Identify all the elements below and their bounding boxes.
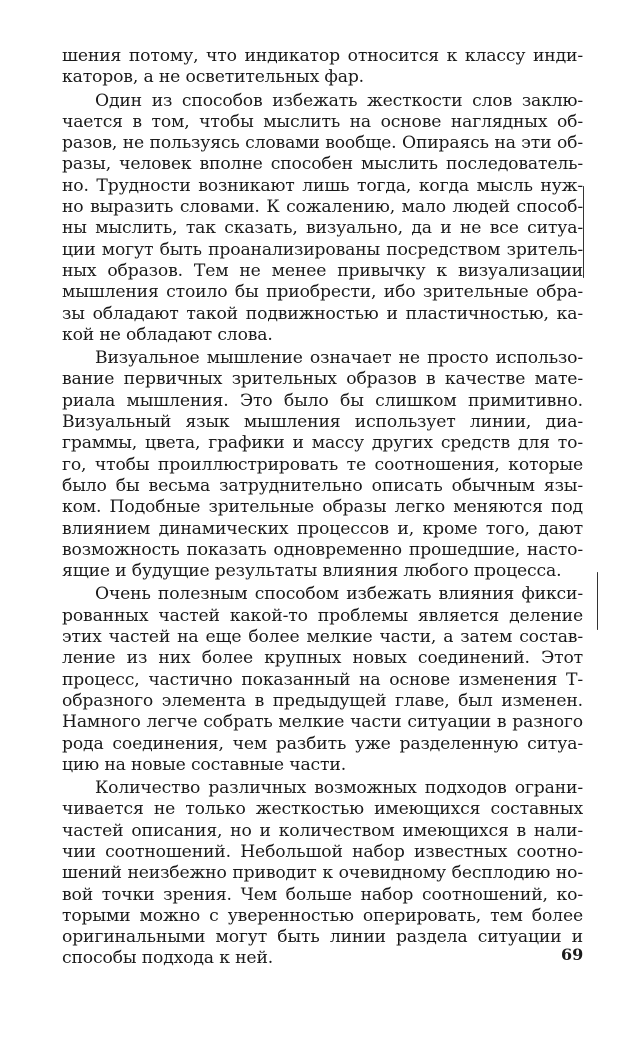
text-line: ление из них более крупных новых соединений. Этот bbox=[62, 648, 583, 669]
text-line: чается в том, чтобы мыслить на основе наглядных об- bbox=[62, 111, 583, 132]
text-line: оригинальными могут быть линии раздела ситуации и bbox=[62, 927, 583, 948]
text-line: Намного легче собрать мелкие части ситуации в разного bbox=[62, 712, 583, 733]
text-line: мышления стоило бы приобрести, ибо зрительные обра- bbox=[62, 282, 583, 303]
text-line: Очень полезным способом избежать влияния фикси- bbox=[95, 584, 583, 605]
text-line: ции могут быть проанализированы посредством зритель- bbox=[62, 239, 583, 260]
text-line: шений неизбежно приводит к очевидному бесплодию но- bbox=[62, 863, 583, 884]
text-line: цию на новые составные части. bbox=[62, 754, 347, 775]
text-line: рода соединения, чем разбить уже разделенную ситуа- bbox=[62, 733, 583, 754]
paragraph bbox=[62, 584, 583, 776]
text-line: разов, не пользуясь словами вообще. Опираясь на эти об- bbox=[62, 133, 583, 154]
text-line: ящие и будущие результаты влияния любого процесса. bbox=[62, 561, 562, 582]
text-line: каторов, а не осветительных фар. bbox=[62, 67, 364, 88]
body-text bbox=[62, 46, 583, 970]
text-line: разы, человек вполне способен мыслить последователь- bbox=[62, 154, 583, 175]
text-line: но выразить словами. К сожалению, мало людей способ- bbox=[62, 197, 583, 218]
paragraph bbox=[62, 91, 583, 347]
text-line: шения потому, что индикатор относится к классу инди- bbox=[62, 46, 583, 66]
text-line: этих частей на еще более мелкие части, а затем состав- bbox=[62, 627, 583, 648]
text-line: Количество различных возможных подходов ограни- bbox=[95, 778, 583, 799]
text-line: Визуальное мышление означает не просто использо- bbox=[95, 348, 583, 369]
margin-pencil-mark bbox=[583, 186, 584, 278]
text-line: зы обладают такой подвижностью и пластичностью, ка- bbox=[62, 303, 583, 324]
paragraph bbox=[62, 46, 583, 89]
text-line: Визуальный язык мышления использует линии, диа- bbox=[62, 412, 583, 433]
text-line: кой не обладают слова. bbox=[62, 324, 273, 345]
text-line: влиянием динамических процессов и, кроме того, дают bbox=[62, 518, 583, 539]
paragraph bbox=[62, 778, 583, 970]
text-line: но. Трудности возникают лишь тогда, когда мысль нуж- bbox=[62, 175, 583, 196]
text-line: го, чтобы проиллюстрировать те соотношения, которые bbox=[62, 454, 583, 475]
text-line: чивается не только жесткостью имеющихся составных bbox=[62, 799, 583, 820]
text-line: чии соотношений. Небольшой набор известных соотно- bbox=[62, 841, 583, 862]
text-line: вание первичных зрительных образов в качестве мате- bbox=[62, 369, 583, 390]
text-line: было бы весьма затруднительно описать обычным язы- bbox=[62, 475, 583, 496]
text-line: Один из способов избежать жесткости слов заклю- bbox=[95, 90, 583, 111]
text-line: рованных частей какой-то проблемы является деление bbox=[62, 605, 583, 626]
paragraph bbox=[62, 348, 583, 582]
text-line: процесс, частично показанный на основе изменения Т- bbox=[62, 669, 583, 690]
text-line: граммы, цвета, графики и массу других средств для то- bbox=[62, 433, 583, 454]
page-number: 69 bbox=[561, 945, 584, 964]
text-line: торыми можно с уверенностью оперировать, тем более bbox=[62, 905, 583, 926]
text-line: способы подхода к ней. bbox=[62, 948, 274, 969]
text-line: вой точки зрения. Чем больше набор соотношений, ко- bbox=[62, 884, 583, 905]
text-line: частей описания, но и количеством имеющихся в нали- bbox=[62, 820, 583, 841]
text-line: ком. Подобные зрительные образы легко меняются под bbox=[62, 497, 583, 518]
text-line: возможность показать одновременно прошедшие, насто- bbox=[62, 539, 583, 560]
margin-pencil-mark bbox=[597, 572, 598, 630]
text-line: образного элемента в предыдущей главе, был изменен. bbox=[62, 690, 583, 711]
text-line: риала мышления. Это было бы слишком примитивно. bbox=[62, 390, 583, 411]
text-line: ны мыслить, так сказать, визуально, да и не все ситуа- bbox=[62, 218, 583, 239]
text-line: ных образов. Тем не менее привычку к визуализации bbox=[62, 260, 583, 281]
